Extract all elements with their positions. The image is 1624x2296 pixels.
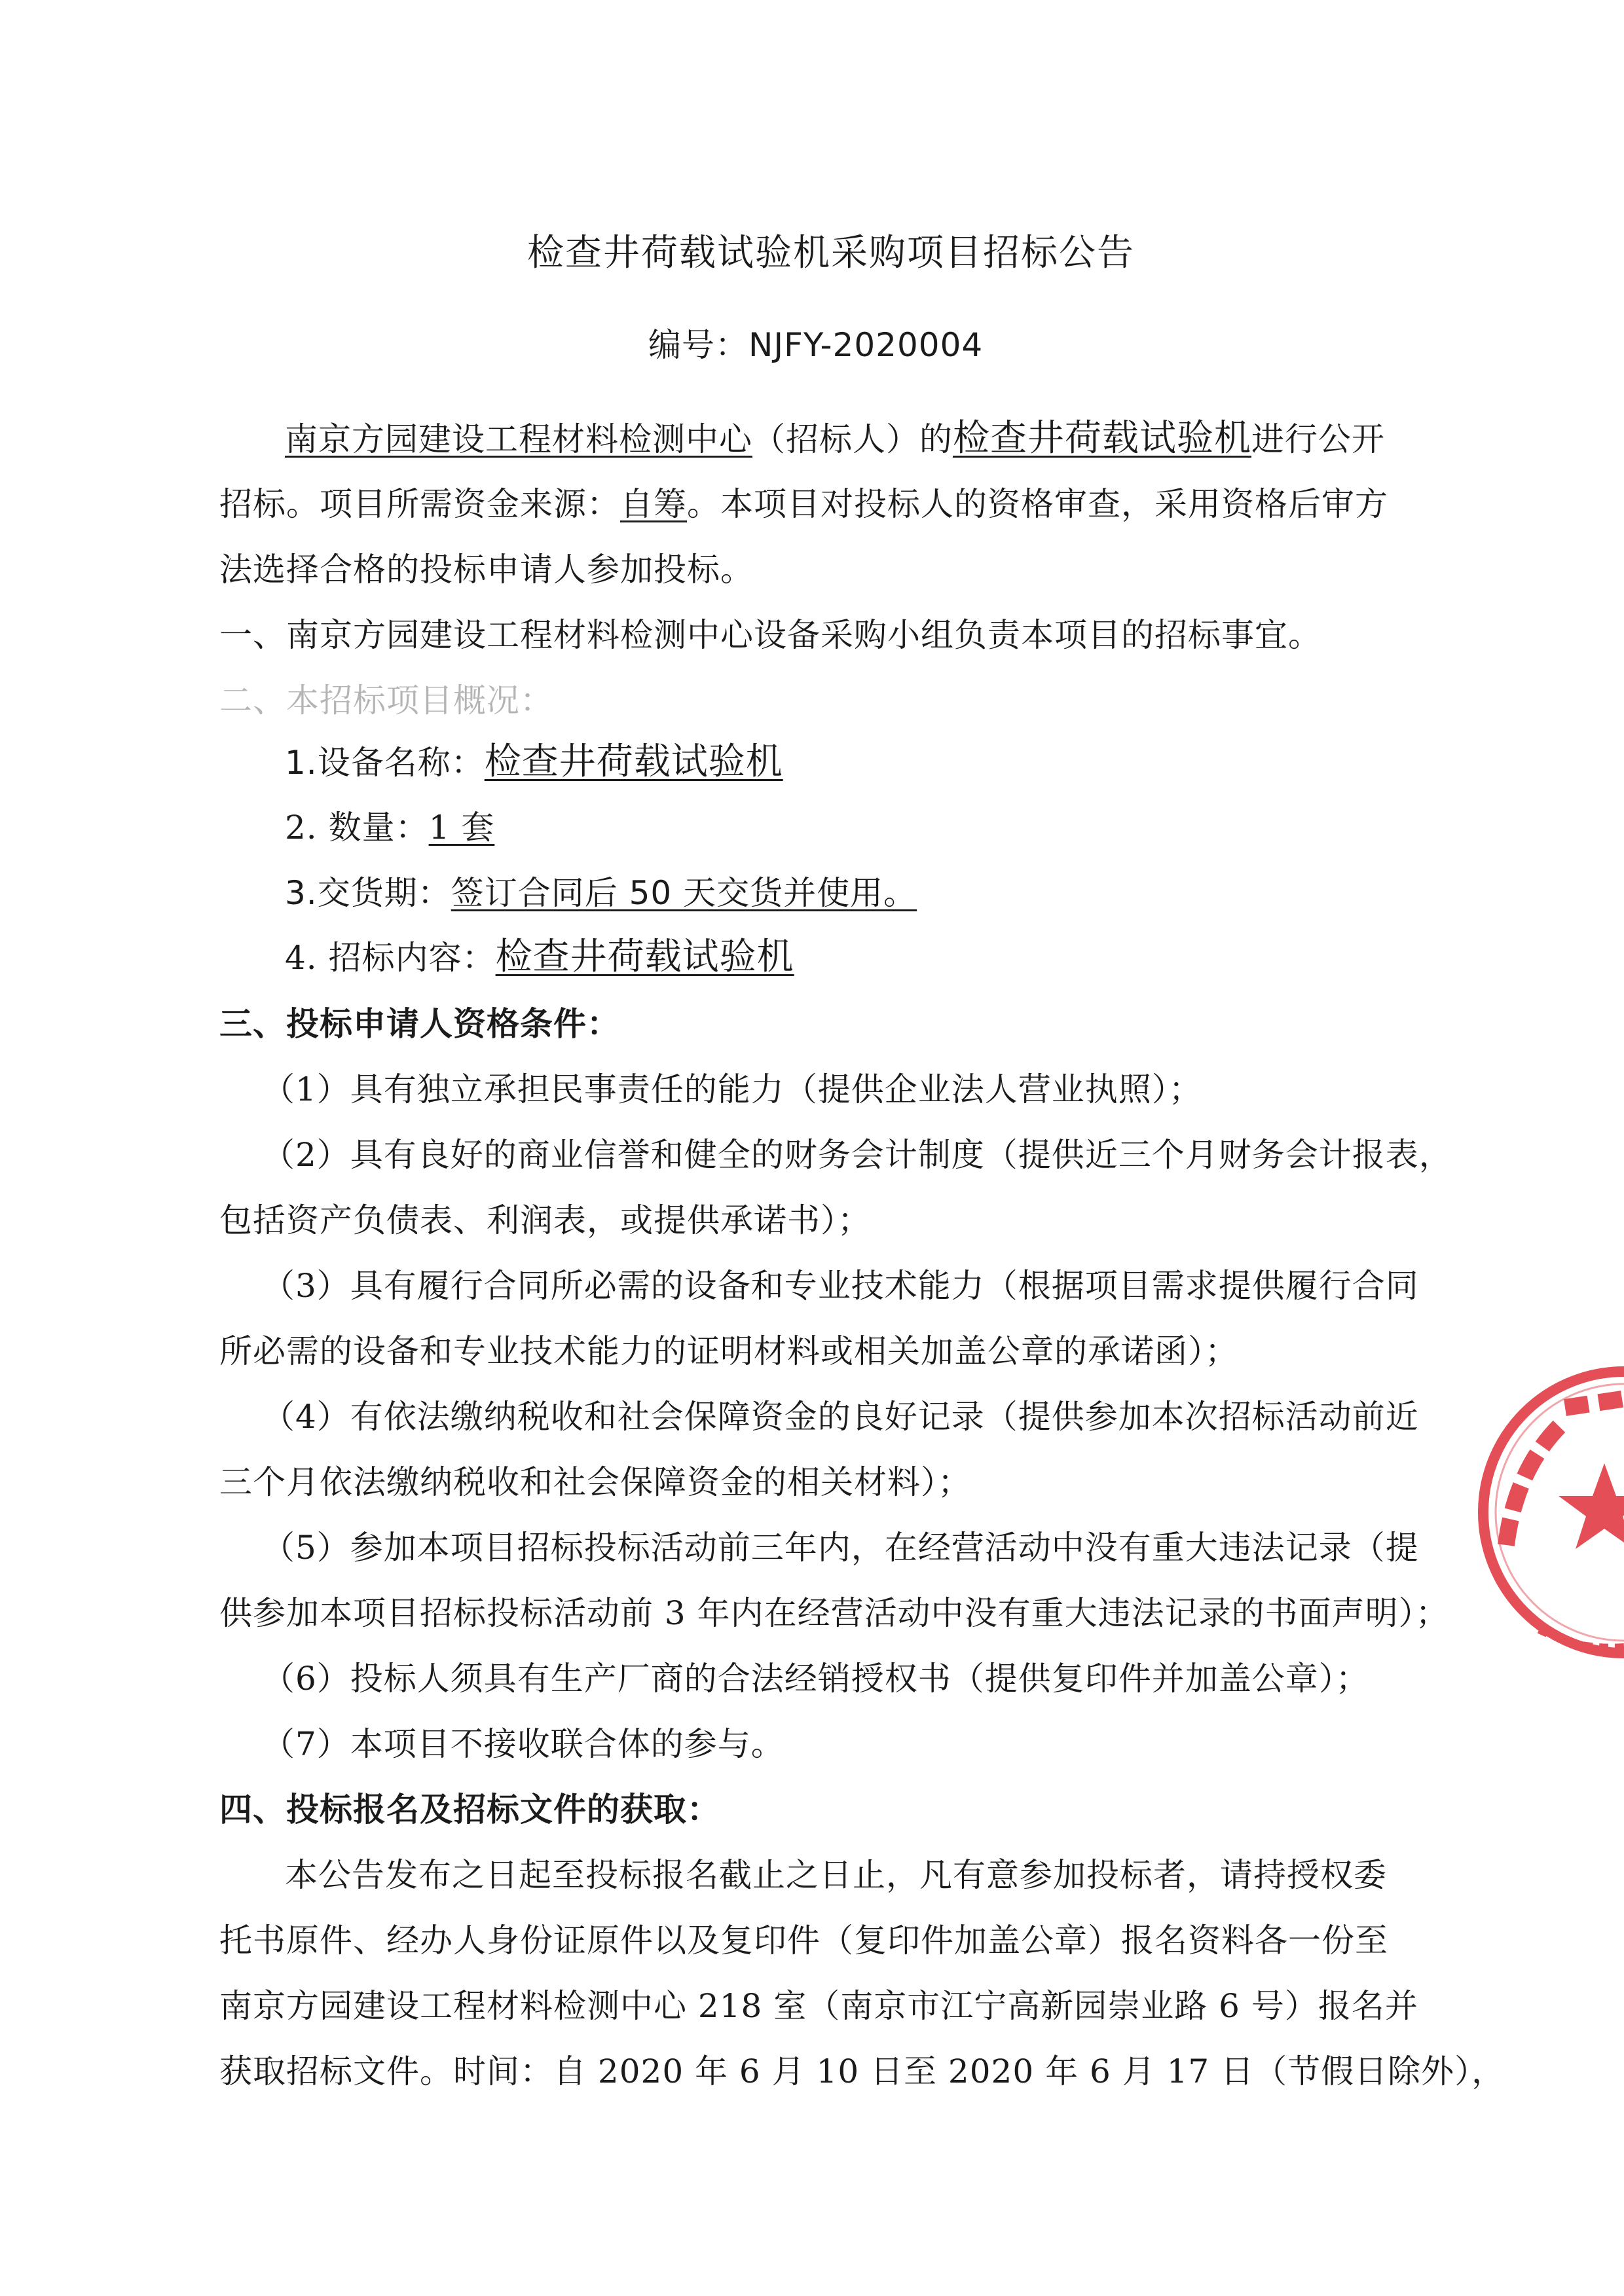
registration-line-1: 本公告发布之日起至投标报名截止之日止，凡有意参加投标者，请持授权委 bbox=[285, 1856, 1387, 1894]
intro-line-3: 法选择合格的投标申请人参加投标。 bbox=[219, 551, 754, 589]
item-1-value: 检查井荷载试验机 bbox=[484, 740, 783, 783]
item-4-label: 4. 招标内容： bbox=[285, 939, 496, 977]
item-3 bbox=[285, 872, 917, 914]
intro-rest: 进行公开 bbox=[1251, 420, 1385, 458]
intro-item: 检查井荷载试验机 bbox=[953, 417, 1251, 460]
condition-2-line-2: 包括资产负债表、利润表，或提供承诺书）； bbox=[219, 1201, 871, 1239]
intro-line-2-b: 。本项目对投标人的资格审查，采用资格后审方 bbox=[687, 485, 1388, 523]
item-1-label: 1.设备名称： bbox=[285, 744, 485, 782]
item-1 bbox=[285, 741, 783, 784]
item-2 bbox=[285, 807, 494, 848]
registration-line-4: 获取招标文件。时间：自 2020 年 6 月 10 日至 2020 年 6 月 17 日（节假日除外）， bbox=[219, 2052, 1505, 2090]
registration-line-2: 托书原件、经办人身份证原件以及复印件（复印件加盖公章）报名资料各一份至 bbox=[219, 1922, 1388, 1959]
item-2-label: 2. 数量： bbox=[285, 809, 429, 847]
item-4 bbox=[285, 936, 794, 979]
intro-org: 南京方园建设工程材料检测中心 bbox=[285, 420, 752, 458]
intro-role: （招标人）的 bbox=[752, 420, 953, 458]
section-2: 二、本招标项目概况： bbox=[219, 682, 553, 720]
intro-fund: 自筹 bbox=[620, 485, 687, 523]
section-4: 四、投标报名及招标文件的获取： bbox=[219, 1790, 720, 1829]
condition-1: （1）具有独立承担民事责任的能力（提供企业法人营业执照）； bbox=[262, 1070, 1202, 1108]
intro-line-2-a: 招标。项目所需资金来源： bbox=[219, 485, 620, 523]
condition-3-line-1: （3）具有履行合同所必需的设备和专业技术能力（根据项目需求提供履行合同 bbox=[262, 1267, 1419, 1305]
condition-3-line-2: 所必需的设备和专业技术能力的证明材料或相关加盖公章的承诺函）； bbox=[219, 1332, 1238, 1370]
section-3: 三、投标申请人资格条件： bbox=[219, 1004, 620, 1043]
item-4-value: 检查井荷载试验机 bbox=[495, 936, 794, 978]
intro-line-1 bbox=[285, 418, 1385, 460]
company-seal-stamp bbox=[1408, 1349, 1624, 1676]
document-number bbox=[648, 324, 983, 366]
condition-7: （7）本项目不接收联合体的参与。 bbox=[262, 1725, 784, 1763]
document-number-value: NJFY-2020004 bbox=[748, 326, 984, 364]
document-number-label: 编号： bbox=[648, 326, 748, 364]
condition-2-line-1: （2）具有良好的商业信誉和健全的财务会计制度（提供近三个月财务会计报表， bbox=[262, 1136, 1452, 1174]
item-3-value: 签订合同后 50 天交货并使用。 bbox=[451, 874, 917, 912]
document-title: 检查井荷载试验机采购项目招标公告 bbox=[527, 232, 1135, 274]
item-2-value: 1 套 bbox=[428, 809, 495, 847]
section-1: 一、南京方园建设工程材料检测中心设备采购小组负责本项目的招标事宜。 bbox=[219, 616, 1321, 654]
registration-line-3: 南京方园建设工程材料检测中心 218 室（南京市江宁高新园崇业路 6 号）报名并 bbox=[219, 1987, 1418, 2025]
intro-line-2 bbox=[219, 483, 1388, 525]
condition-4-line-2: 三个月依法缴纳税收和社会保障资金的相关材料）； bbox=[219, 1463, 971, 1501]
condition-6: （6）投标人须具有生产厂商的合法经销授权书（提供复印件并加盖公章）； bbox=[262, 1660, 1369, 1698]
condition-4-line-1: （4）有依法缴纳税收和社会保障资金的良好记录（提供参加本次招标活动前近 bbox=[262, 1398, 1419, 1436]
condition-5-line-2: 供参加本项目招标投标活动前 3 年内在经营活动中没有重大违法记录的书面声明）； bbox=[219, 1594, 1449, 1632]
condition-5-line-1: （5）参加本项目招标投标活动前三年内，在经营活动中没有重大违法记录（提 bbox=[262, 1529, 1419, 1567]
item-3-label: 3.交货期： bbox=[285, 874, 451, 912]
